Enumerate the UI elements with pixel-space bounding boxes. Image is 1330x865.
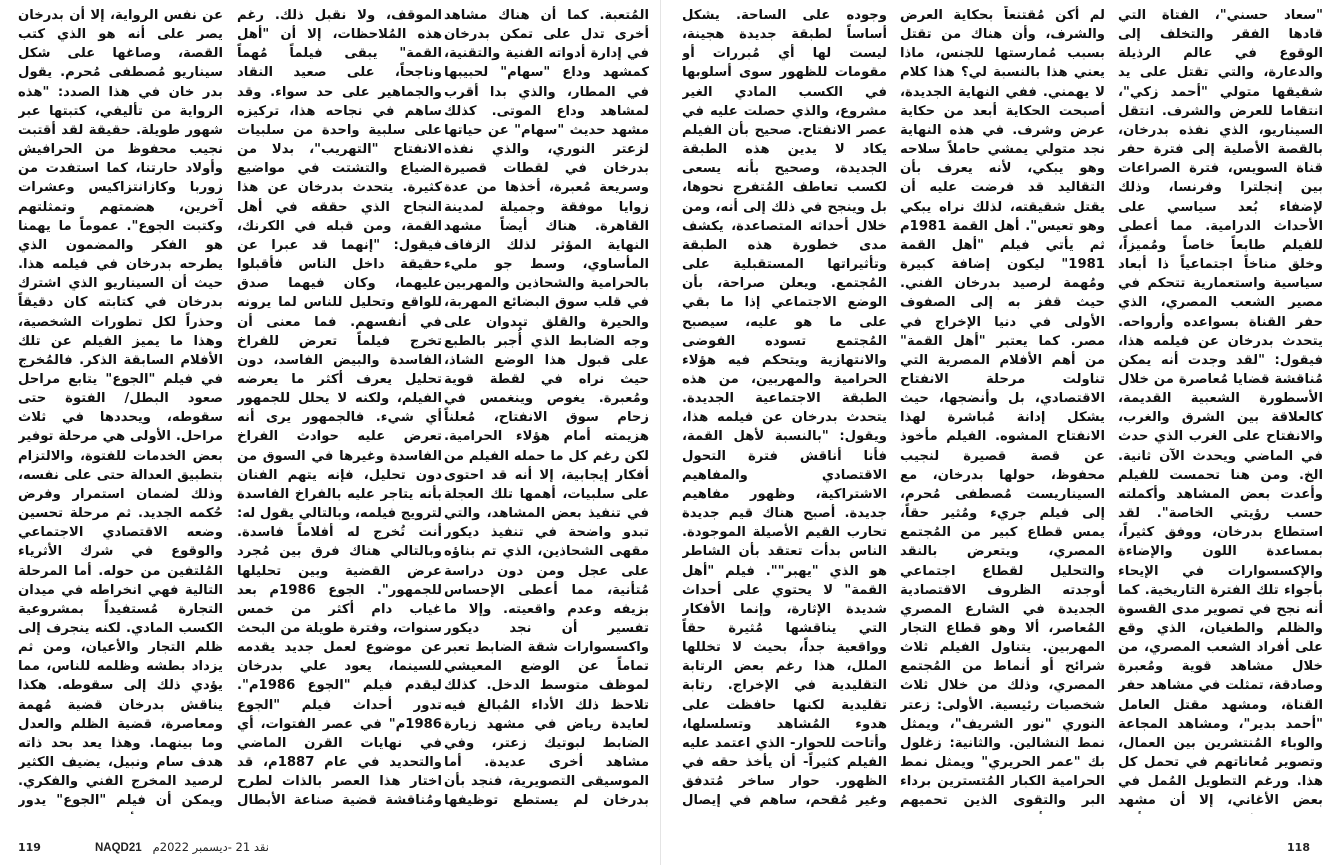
page-number-right: 118: [1287, 841, 1310, 854]
right-page: [672, 0, 1324, 865]
article-column-5: لم أكن مُقتنعاً بحكاية العرض والشرف، وأن هناك من تقتل بسبب مُمارستها للجنس، ماذا يعني هذا بالنسبة لي؟ هذا كلام لا يهمني. ففي النهاية الجديدة، أصبحت الحكاية أبعد من حكاية عرض وشرف. في هذه النهاية نجد متولي يمشي حاملاً سلاحه وهو يبكي، لأنه يعرف بأن التقاليد قد فرضت عليه أن يقتل شقيقته، لذلك نراه يبكي وهو تعيس". أهل القمة 1981م ثم يأتي فيلم "أهل القمة 1981" ليكون إضافة كبيرة ومُهمة لرصيد بدرخان الفني. حيث قفز به إلى الصفوف الأولى في دنيا الإخراج في مصر. كما يعتبر "أهل القمة" من أهم الأفلام المصرية التي تناولت مرحلة الانفتاح الاقتصادي، بل وأنضجها، حيث يشكل إدانة مُباشرة لهذا الانفتاح المشوه. الفيلم مأخوذ عن قصة قصيرة لنجيب محفوظ، حولها بدرخان، مع السيناريست مُصطفى مُحرم، إلى فيلم جريء ومُثير حقاً، يمس قطاع كبير من المُجتمع المصري، ويتعرض بالنقد والتحليل لقطاع اجتماعي أوجدته الظروف الاقتصادية الجديدة في الشارع المصري المُعاصر، ألا وهو قطاع التجار المهربين. يتناول الفيلم ثلاث شرائح أو أنماط من المُجتمع المصري، وذلك من خلال ثلاث شخصيات رئيسية. الأولى: زعتر النوري "نور الشريف"، ويمثل نمط النشالين. والثانية: زغلول بك "عمر الحريري" ويمثل نمط الحرامية الكبار المُتسترين برداء البر والتقوى الذين تحميهم: [900, 8, 1105, 809]
masthead-issue: نقد 21 -ديسمبر 2022م: [152, 840, 269, 854]
article-column-1: عن نفس الرواية، إلا أن بدرخان يصر على أنه هو الذي كتب القصة، وصاغها على شكل سيناريو مُصطفى مُحرم. يقول بدر خان في هذا الصدد: "هذه الرواية من تأليفي، كتبتها عبر شهور طويلة. حقيقة لقد أقتبت نجيب محفوظ من الحرافيش وأولاد حارتنا، كما استفدت من زوربا وكازانتزاكيس وعشرات آخرين، هضمتهم وتمثلتهم وكتبت الجوع". عموماً ما يهمنا هو الفكر والمضمون الذي يطرحه بدرخان في فيلمه هذا. حيث أن السيناريو الذي اشترك بدرخان في كتابته كان دقيقاً وحذراً لكل تطورات الشخصية، وهذا ما يميز الفيلم عن تلك الأفلام السابقة الذكر. فالمُخرج في فيلم "الجوع" يتابع مراحل صعود البطل/ الفتوة حتى سقوطه، ويحددها في ثلاث مراحل. الأولى هي مرحلة توفير بعض الخدمات للفتوة، والالتزام بتطبيق العدالة حتى على نفسه، وذلك لضمان استمرار وفرض حُكمه الجديد. ثم مرحلة تحسين وضعه الاقتصادي الاجتماعي والوقوع في شرك الأثرياء المُلتفين من حوله. أما المرحلة التالية فهي انخراطه في ميدان التجارة مُستفيداً بمشروعية الكسب المادي. لكنه ينجرف إلى ظلم التجار والأعيان، ومن ثم يزداد بطشه وظلمه للناس، مما يؤدي ذلك إلى سقوطه. هكذا يناقش بدرخان قضية مُهمة ومعاصرة، قضية الظلم والعدل وما بينهما. وهذا يعد بحد ذاته هدف سام ونبيل، يضيف الكثير لرصيد المخرج الفني والفكري. ويمكن أن فيلم "الجوع" يدور: [18, 8, 223, 809]
masthead: [95, 840, 269, 854]
page-number-left: 119: [18, 841, 41, 854]
left-page: [0, 0, 652, 865]
article-column-3: المُتعبة. كما أن هناك مشاهد أخرى تدل على تمكن بدرخان في إدارة أدواته الفنية والتقنية، كمشهد وداع "سهام" لحبيبها في المطار، والذي بدا أقرب لمشاهد وداع الموتى. كذلك مشهد حديث "سهام" عن حياتها لزعتر النوري، والذي نفذه بدرخان في لقطات قصيرة وسريعة مُعبرة، أخذها من عدة زوايا موفقة وجميلة لمدينة القاهرة. هناك أيضاً مشهد النهاية المؤثر لذلك الزفاف المأساوي، وسط جو مليء بالحرامية والشحاذين والمهربين في قلب سوق البضائع المهربة، والحيرة والقلق تبدوان على وجه الضابط الذي أُجبر بالطبع على قبول هذا الوضع الشاذ، حيث نراه في لقطة قوية ومُعبرة. يغوص وينغمس في زحام سوق الانفتاح، مُعلناً هزيمته أمام هؤلاء الحرامية. لكن رغم كل ما حمله الفيلم من أفكار إيجابية، إلا أنه قد احتوى على سلبيات، أهمها تلك العجلة في تنفيذ بعض المشاهد، والتي تبدو واضحة في تنفيذ ديكور مقهى الشحاذين، الذي تم بناؤه على عجل ومن دون دراسة مُتأنية، مما أعطى الإحساس بزيفه وعدم واقعيته. وإلا ما تفسير أن نجد ديكور واكسسوارات شقة الضابط تعبر تماماً عن الوضع المعيشي لموظف متوسط الدخل. كذلك تلاحظ ذلك الأداء المُبالغ فيه لعايدة رياض في مشهد زيارة الضابط لبوتيك زعتر، وفي مشاهد أخرى عديدة. أما الموسيقى التصويرية، فنجد بأن بدرخان لم يستطع توظيفها: [444, 8, 649, 809]
article-column-4: وجوده على الساحة. يشكل أساساً لطبقة جديدة هجينة، ليست لها أي مُبررات أو مقومات للظهور سوى أسلوبها في الكسب المادي الغير مشروع، والذي حصلت عليه في عصر الانفتاح. صحيح بأن الفيلم يكاد لا يدين هذه الطبقة الجديدة، وصحيح بأنه يسعى لكسب تعاطف المُتفرج نحوها، بل وينجح في ذلك إلى أنه، ومن خلال أحداثه المتصاعدة، يكشف مدى خطورة هذه الطبقة وتأثيراتها المستقبلية على المُجتمع. ويعلن صراحة، بأن الوضع الاجتماعي إذا ما بقي على ما هو عليه، سيصبح المُجتمع تسوده الفوضى والانتهازية ويتحكم فيه هؤلاء الحرامية والمهربين، من هذه الطبقة الاجتماعية الجديدة. يتحدث بدرخان عن فيلمه هذا، ويقول: "بالنسبة لأهل القمة، فأنا أناقش فترة التحول الاقتصادي والمفاهيم الاشتراكية، وظهور مفاهيم جديدة. أصبح هناك قيم جديدة تحارب القيم الأصيلة الموجودة. الناس بدأت تعتقد بأن الشاطر هو الذي "يهبر"". فيلم "أهل القمة" لا يحتوي على أحداث شديدة الإثارة، وإنما الأفكار التي يناقشها مُثيرة حقاً وواقعية جداً، بحيث لا تخللها الملل، هذا رغم بعض الرتابة التقليدية في الإخراج. رتابة تقليدية لكنها حافظت على هدوء المُشاهد وتسلسلها، وأتاحت للحوار- الذي اعتمد عليه الفيلم كثيراً- أن يأخذ حقه في الظهور. حوار ساخر مُتدفق وغير مُقحم، ساهم في إيصال: [682, 8, 887, 809]
masthead-brand: NAQD21: [95, 842, 142, 854]
spine-divider: [660, 0, 661, 865]
article-column-6: "سعاد حسني"، الفتاة التي قادها الفقر والتخلف إلى الوقوع في عالم الرذيلة والدعارة، والتي تقتل على يد شقيقها متولي "أحمد زكي"، انتقاما للعرض والشرف. انتقل السيناريو، الذي نفذه بدرخان، بالقصة الأصلية إلى فترة حفر قناة السويس، فترة الصراعات بين إنجلترا وفرنسا، وذلك لإضفاء بُعد سياسي على الأحداث الدرامية. مما أعطى للفيلم طابعاً خاصاً ومُميزاً، وخلق مناخاً اجتماعياً ذا أبعاد سياسية واستعمارية تتحكم في مصير الشعب المصري، الذي حفر القناة بسواعده وأرواحه. يتحدث بدرخان عن فيلمه هذا، فيقول: "لقد وجدت أنه يمكن مُناقشة قضايا مُعاصرة من خلال الأسطورة الشعبية القديمة، كالعلاقة بين الشرق والغرب، والانفتاح على الغرب الذي حدث في الماضي ويحدث الآن ثانية. الخ. ومن هنا تحمست للفيلم وأعدت بعض المشاهد وأكملته حسب رؤيتي الخاصة". لقد استطاع بدرخان، ووفق كثيراً، بمساعدة اللون والإضاءة والإكسسوارات في الإيحاء بأجواء تلك الفترة التاريخية. كما أنه نجح في تصوير مدى القسوة والظلم والطغيان، الذي وقع على أفراد الشعب المصري، من خلال مشاهد قوية ومُعبرة وصادقة، تمثلت في مشاهد حفر القناة، ومشهد مقتل العامل "أحمد بدير"، ومشاهد المجاعة والوباء المُنتشرين بين العمال، وتصوير مُعاناتهم في تحمل كل هذا. ورغم التطويل المُمل في بعض الأغاني، إلا أن مشهد: [1118, 8, 1323, 809]
article-column-2: الموقف، ولا نقبل ذلك. رغم هذه المُلاحظات، إلا أن "أهل القمة" يبقى فيلماً مُهماً وناجحاً، على صعيد النقاد والجماهير على حد سواء. وقد ساهم في نجاحه هذا، تركيزه على سلبية واحدة من سلبيات الانفتاح "التهريب"، بدلا من الضياع والتشتت في مواضيع كثيرة. يتحدث بدرخان عن هذا النجاح الذي حققه في أهل القمة، ومن قبله في الكرنك، فيقول: "إنهما قد عبرا عن حقيقة داخل الناس فأقبلوا عليهما، وكان فيهما صدق للواقع وتحليل للناس لما يرونه في أنفسهم. فما معنى أن تخرج فيلماً تعرض للفراخ الفاسدة والبيض الفاسد، دون تحليل يعرف أكثر ما يعرضه الفيلم، ولكنه لا يحلل للجمهور أي شيء. فالجمهور يرى أنه تعرض عليه حوادث الفراخ الفاسدة وغيرها في السوق من دون تحليل، فإنه يتهم الفنان بأنه يتاجر عليه بالفراخ الفاسدة لترويج فيلمه، وبالتالي يقول له: أنت تُخرج له أفلاماً فاسدة. وبالتالي هناك فرق بين مُجرد عرض القضية وبين تحليلها للجمهور". الجوع 1986م بعد غياب دام أكثر من خمس سنوات، وفترة طويلة من البحث عن موضوع لعمل جديد يقدمه للسينما، يعود علي بدرخان ليقدم فيلم "الجوع 1986م". تدور أحداث فيلم "الجوع 1986م" في عصر الفتوات، أي في نهايات القرن الماضي والتحديد في عام 1887م، قد اختار هذا العصر بالذات لطرح ومُناقشة قضية صناعة الأبطال: [237, 8, 442, 809]
